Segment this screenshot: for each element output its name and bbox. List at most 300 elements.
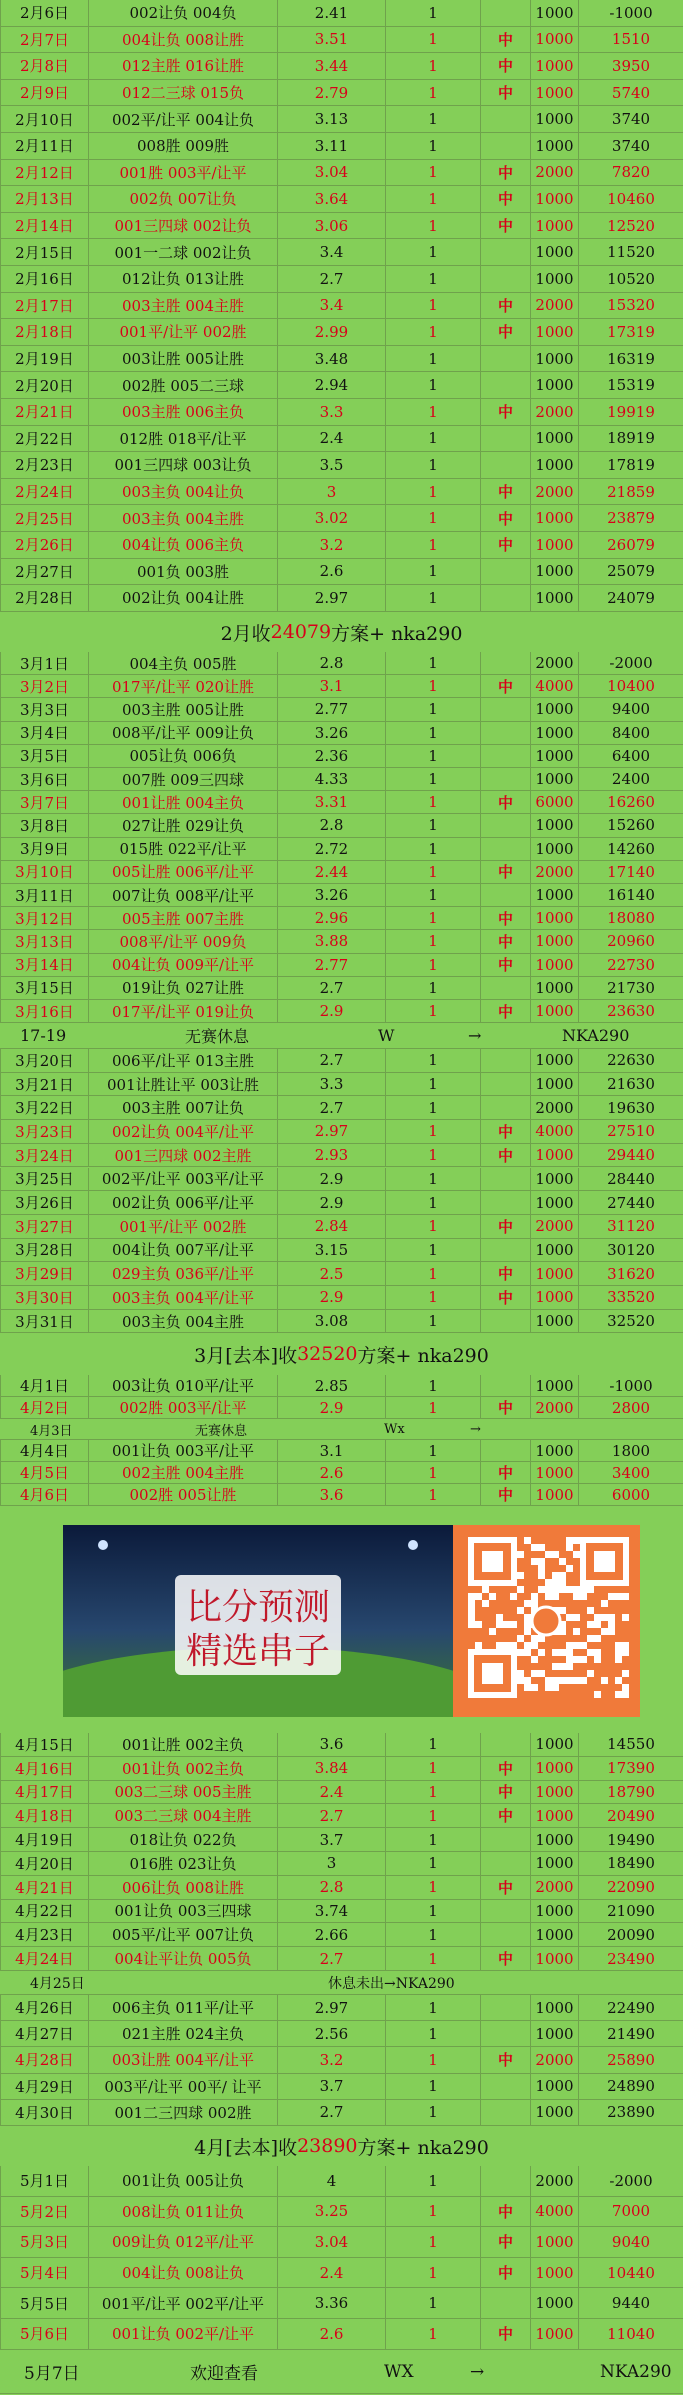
result-cell: 中: [480, 2258, 530, 2288]
balance-cell: 18080: [578, 907, 683, 929]
result-cell: 中: [480, 319, 530, 345]
matches-cell: 002让负 004平/让平: [88, 1120, 277, 1143]
odds-cell: 3.2: [277, 532, 385, 558]
matches-cell: 003主负 004让负: [88, 479, 277, 505]
balance-cell: 25079: [578, 559, 683, 585]
date-cell: 4月20日: [0, 1852, 88, 1875]
result-cell: [480, 133, 530, 159]
table-row: [0, 426, 683, 453]
balance-cell: 21859: [578, 479, 683, 505]
table-row: [0, 1397, 683, 1419]
table-row: [0, 1000, 683, 1023]
table-row: [0, 1375, 683, 1397]
matches-cell: 001让负 003平/让平: [88, 1440, 277, 1461]
matches-cell: 005主胜 007主胜: [88, 907, 277, 929]
result-cell: 中: [480, 1947, 530, 1970]
balance-cell: 31120: [578, 1215, 683, 1238]
odds-cell: 3.74: [277, 1900, 385, 1923]
multiplier-cell: 1: [385, 768, 480, 790]
table-row: [0, 1900, 683, 1924]
odds-cell: 2.72: [277, 838, 385, 860]
rest-date: 17-19: [20, 1026, 67, 1045]
matches-cell: 001三四球 002主胜: [88, 1144, 277, 1167]
date-cell: 2月21日: [0, 399, 88, 425]
result-cell: 中: [480, 1876, 530, 1899]
matches-cell: 008让负 011让负: [88, 2197, 277, 2227]
balance-cell: 19490: [578, 1828, 683, 1851]
balance-cell: 15320: [578, 293, 683, 319]
balance-cell: 21090: [578, 1900, 683, 1923]
bet-cell: 2000: [530, 1397, 578, 1418]
odds-cell: 2.36: [277, 745, 385, 767]
result-cell: 中: [480, 532, 530, 558]
table-row: [0, 2166, 683, 2197]
balance-cell: 19919: [578, 399, 683, 425]
matches-cell: 017平/让平 020让胜: [88, 675, 277, 697]
odds-cell: 3.26: [277, 884, 385, 906]
date-cell: 2月17日: [0, 293, 88, 319]
summary-amount: 32520: [297, 1343, 358, 1365]
result-cell: 中: [480, 1397, 530, 1418]
table-row: [0, 1781, 683, 1805]
multiplier-cell: 1: [385, 2227, 480, 2257]
matches-cell: 006让负 008让胜: [88, 1876, 277, 1899]
date-cell: 2月7日: [0, 27, 88, 53]
light-icon: [98, 1540, 108, 1550]
multiplier-cell: 1: [385, 1804, 480, 1827]
matches-cell: 003主负 004主胜: [88, 505, 277, 531]
balance-cell: 18490: [578, 1852, 683, 1875]
table-row: [0, 768, 683, 791]
bet-cell: 1000: [530, 1310, 578, 1333]
matches-cell: 001胜 003平/让平: [88, 160, 277, 186]
date-cell: 4月5日: [0, 1462, 88, 1483]
summary-note: 方案+ nka290: [357, 1344, 489, 1367]
multiplier-cell: 1: [385, 1397, 480, 1418]
result-cell: 中: [480, 2047, 530, 2072]
multiplier-cell: 1: [385, 319, 480, 345]
table-row: [0, 2319, 683, 2350]
matches-cell: 003平/让平 00平/ 让平: [88, 2074, 277, 2099]
arrow-icon: →: [470, 2361, 485, 2382]
table-row: [0, 2258, 683, 2289]
date-cell: 3月24日: [0, 1144, 88, 1167]
march-summary: [0, 1333, 683, 1375]
result-cell: [480, 745, 530, 767]
result-cell: 中: [480, 791, 530, 813]
table-row: [0, 452, 683, 479]
odds-cell: 4.33: [277, 768, 385, 790]
matches-cell: 003二三球 005主胜: [88, 1781, 277, 1804]
date-cell: 3月6日: [0, 768, 88, 790]
table-row: [0, 1286, 683, 1310]
matches-cell: 002负 007让负: [88, 186, 277, 212]
rest-text: 休息未出→NKA290: [328, 1975, 455, 1992]
result-cell: 中: [480, 1757, 530, 1780]
wechat-icon: [532, 1607, 560, 1635]
bet-cell: 1000: [530, 954, 578, 976]
table-row: [0, 884, 683, 907]
date-cell: 4月18日: [0, 1804, 88, 1827]
result-cell: [480, 0, 530, 26]
balance-cell: 22090: [578, 1876, 683, 1899]
multiplier-cell: 1: [385, 1049, 480, 1072]
odds-cell: 3.15: [277, 1239, 385, 1262]
result-cell: [480, 1440, 530, 1461]
multiplier-cell: 1: [385, 2166, 480, 2196]
multiplier-cell: 1: [385, 791, 480, 813]
date-cell: 2月20日: [0, 372, 88, 398]
odds-cell: 2.4: [277, 2258, 385, 2288]
odds-cell: 3.26: [277, 722, 385, 744]
table-row: [0, 1947, 683, 1971]
balance-cell: 9400: [578, 698, 683, 720]
balance-cell: 6000: [578, 1484, 683, 1505]
date-cell: 2月23日: [0, 452, 88, 478]
multiplier-cell: 1: [385, 861, 480, 883]
balance-cell: 29440: [578, 1144, 683, 1167]
bet-cell: 1000: [530, 585, 578, 611]
multiplier-cell: 1: [385, 1733, 480, 1756]
multiplier-cell: 1: [385, 745, 480, 767]
date-cell: 3月11日: [0, 884, 88, 906]
odds-cell: 2.56: [277, 2021, 385, 2046]
odds-cell: 3.7: [277, 1828, 385, 1851]
matches-cell: 004让负 008让负: [88, 2258, 277, 2288]
date-cell: 3月26日: [0, 1191, 88, 1214]
multiplier-cell: 1: [385, 1995, 480, 2020]
date-cell: 3月28日: [0, 1239, 88, 1262]
odds-cell: 3.1: [277, 1440, 385, 1461]
table-row: [0, 1239, 683, 1263]
odds-cell: 2.97: [277, 1120, 385, 1143]
balance-cell: 28440: [578, 1168, 683, 1191]
result-cell: [480, 768, 530, 790]
bet-cell: 2000: [530, 652, 578, 674]
date-cell: 4月30日: [0, 2100, 88, 2125]
matches-cell: 003让负 010平/让平: [88, 1375, 277, 1396]
summary-label: 4月[去本]收: [194, 2136, 298, 2159]
table-row: [0, 1262, 683, 1286]
result-cell: [480, 559, 530, 585]
odds-cell: 3.88: [277, 930, 385, 952]
matches-cell: 001三四球 003让负: [88, 452, 277, 478]
result-cell: [480, 239, 530, 265]
odds-cell: 3.11: [277, 133, 385, 159]
odds-cell: 2.8: [277, 652, 385, 674]
odds-cell: 3: [277, 1852, 385, 1875]
table-row: [0, 977, 683, 1000]
matches-cell: 001让负 005让负: [88, 2166, 277, 2196]
result-cell: 中: [480, 479, 530, 505]
bet-cell: 1000: [530, 80, 578, 106]
result-cell: 中: [480, 1120, 530, 1143]
odds-cell: 3.13: [277, 106, 385, 132]
matches-cell: 002让负 004让胜: [88, 585, 277, 611]
matches-cell: 008平/让平 009让负: [88, 722, 277, 744]
balance-cell: 23890: [578, 2100, 683, 2125]
balance-cell: 7820: [578, 160, 683, 186]
balance-cell: 11040: [578, 2319, 683, 2349]
matches-cell: 001平/让平 002平/让平: [88, 2288, 277, 2318]
matches-cell: 027让胜 029让负: [88, 814, 277, 836]
odds-cell: 2.94: [277, 372, 385, 398]
multiplier-cell: 1: [385, 2100, 480, 2125]
result-cell: [480, 585, 530, 611]
balance-cell: 23630: [578, 1000, 683, 1022]
multiplier-cell: 1: [385, 1900, 480, 1923]
odds-cell: 2.7: [277, 1096, 385, 1119]
multiplier-cell: 1: [385, 1215, 480, 1238]
table-row: [0, 585, 683, 612]
date-cell: 2月22日: [0, 426, 88, 452]
date-cell: 4月2日: [0, 1397, 88, 1418]
odds-cell: 3: [277, 479, 385, 505]
odds-cell: 2.5: [277, 1262, 385, 1285]
may-footer-row: [0, 2350, 683, 2394]
multiplier-cell: 1: [385, 213, 480, 239]
multiplier-cell: 1: [385, 2319, 480, 2349]
footer-code: NKA290: [600, 2361, 672, 2382]
balance-cell: 1800: [578, 1440, 683, 1461]
multiplier-cell: 1: [385, 505, 480, 531]
matches-cell: 004主负 005胜: [88, 652, 277, 674]
bet-cell: 2000: [530, 293, 578, 319]
matches-cell: 001平/让平 002胜: [88, 319, 277, 345]
bet-cell: 1000: [530, 319, 578, 345]
matches-cell: 009让负 012平/让平: [88, 2227, 277, 2257]
balance-cell: 26079: [578, 532, 683, 558]
result-cell: 中: [480, 27, 530, 53]
matches-cell: 018让负 022负: [88, 1828, 277, 1851]
date-cell: 2月11日: [0, 133, 88, 159]
matches-cell: 003主负 004主胜: [88, 1310, 277, 1333]
footer-date: 5月7日: [24, 2364, 80, 2384]
multiplier-cell: 1: [385, 1000, 480, 1022]
odds-cell: 2.9: [277, 1191, 385, 1214]
matches-cell: 003主负 004平/让平: [88, 1286, 277, 1309]
multiplier-cell: 1: [385, 722, 480, 744]
matches-cell: 006平/让平 013主胜: [88, 1049, 277, 1072]
bet-cell: 1000: [530, 768, 578, 790]
bet-cell: 6000: [530, 791, 578, 813]
result-cell: [480, 1073, 530, 1096]
odds-cell: 2.9: [277, 1286, 385, 1309]
result-cell: 中: [480, 1484, 530, 1505]
balance-cell: 10440: [578, 2258, 683, 2288]
arrow-icon: →: [470, 1421, 481, 1437]
multiplier-cell: 1: [385, 266, 480, 292]
table-row: [0, 1310, 683, 1334]
balance-cell: 23879: [578, 505, 683, 531]
bet-cell: 1000: [530, 907, 578, 929]
multiplier-cell: 1: [385, 1073, 480, 1096]
result-cell: [480, 698, 530, 720]
result-cell: 中: [480, 2197, 530, 2227]
balance-cell: 14260: [578, 838, 683, 860]
table-row: [0, 53, 683, 80]
light-icon: [408, 1540, 418, 1550]
bet-cell: 1000: [530, 1923, 578, 1946]
summary-amount: 23890: [297, 2135, 358, 2157]
date-cell: 3月31日: [0, 1310, 88, 1333]
matches-cell: 001让负 002平/让平: [88, 2319, 277, 2349]
result-cell: [480, 2100, 530, 2125]
date-cell: 2月15日: [0, 239, 88, 265]
bet-cell: 1000: [530, 559, 578, 585]
date-cell: 2月9日: [0, 80, 88, 106]
balance-cell: -2000: [578, 652, 683, 674]
table-row: [0, 80, 683, 107]
odds-cell: 2.9: [277, 1397, 385, 1418]
bet-cell: 1000: [530, 1995, 578, 2020]
table-row: [0, 1995, 683, 2021]
multiplier-cell: 1: [385, 1484, 480, 1505]
bet-cell: 1000: [530, 1804, 578, 1827]
balance-cell: 3400: [578, 1462, 683, 1483]
bet-cell: 1000: [530, 2100, 578, 2125]
bet-cell: 1000: [530, 239, 578, 265]
balance-cell: 3740: [578, 106, 683, 132]
matches-cell: 004让负 009平/让平: [88, 954, 277, 976]
multiplier-cell: 1: [385, 1096, 480, 1119]
result-cell: [480, 106, 530, 132]
odds-cell: 3.44: [277, 53, 385, 79]
bet-cell: 1000: [530, 1852, 578, 1875]
date-cell: 2月10日: [0, 106, 88, 132]
odds-cell: 3.5: [277, 452, 385, 478]
multiplier-cell: 1: [385, 1923, 480, 1946]
table-row: [0, 106, 683, 133]
result-cell: [480, 838, 530, 860]
balance-cell: 8400: [578, 722, 683, 744]
bet-cell: 1000: [530, 1484, 578, 1505]
balance-cell: -1000: [578, 1375, 683, 1396]
multiplier-cell: 1: [385, 1310, 480, 1333]
odds-cell: 3.7: [277, 2074, 385, 2099]
bet-cell: 1000: [530, 1375, 578, 1396]
table-row: [0, 0, 683, 27]
result-cell: [480, 1828, 530, 1851]
odds-cell: 3.4: [277, 293, 385, 319]
table-row: [0, 1191, 683, 1215]
date-cell: 3月12日: [0, 907, 88, 929]
table-row: [0, 133, 683, 160]
odds-cell: 3.06: [277, 213, 385, 239]
matches-cell: 003主胜 005让胜: [88, 698, 277, 720]
date-cell: 3月2日: [0, 675, 88, 697]
multiplier-cell: 1: [385, 106, 480, 132]
table-row: [0, 954, 683, 977]
rest-text: 无赛休息: [195, 1423, 248, 1439]
bet-cell: 2000: [530, 1096, 578, 1119]
matches-cell: 001平/让平 002胜: [88, 1215, 277, 1238]
odds-cell: 2.4: [277, 426, 385, 452]
date-cell: 4月4日: [0, 1440, 88, 1461]
date-cell: 4月22日: [0, 1900, 88, 1923]
date-cell: 4月17日: [0, 1781, 88, 1804]
result-cell: 中: [480, 907, 530, 929]
matches-cell: 005平/让平 007让负: [88, 1923, 277, 1946]
bet-cell: 2000: [530, 399, 578, 425]
matches-cell: 002主胜 004主胜: [88, 1462, 277, 1483]
date-cell: 3月4日: [0, 722, 88, 744]
multiplier-cell: 1: [385, 1375, 480, 1396]
multiplier-cell: 1: [385, 1852, 480, 1875]
summary-note: 方案+ nka290: [331, 622, 463, 645]
balance-cell: 22630: [578, 1049, 683, 1072]
multiplier-cell: 1: [385, 452, 480, 478]
odds-cell: 2.7: [277, 977, 385, 999]
balance-cell: -2000: [578, 2166, 683, 2196]
table-row: [0, 722, 683, 745]
result-cell: 中: [480, 1000, 530, 1022]
balance-cell: 14550: [578, 1733, 683, 1756]
balance-cell: 2800: [578, 1397, 683, 1418]
matches-cell: 017平/让平 019让负: [88, 1000, 277, 1022]
balance-cell: 2400: [578, 768, 683, 790]
date-cell: 3月3日: [0, 698, 88, 720]
multiplier-cell: 1: [385, 585, 480, 611]
bet-cell: 1000: [530, 977, 578, 999]
table-row: [0, 1096, 683, 1120]
matches-cell: 003让胜 005让胜: [88, 346, 277, 372]
date-cell: 5月6日: [0, 2319, 88, 2349]
date-cell: 3月22日: [0, 1096, 88, 1119]
balance-cell: 22490: [578, 1995, 683, 2020]
bet-cell: 1000: [530, 2258, 578, 2288]
multiplier-cell: 1: [385, 293, 480, 319]
odds-cell: 2.97: [277, 585, 385, 611]
result-cell: 中: [480, 186, 530, 212]
date-cell: 3月29日: [0, 1262, 88, 1285]
odds-cell: 3.6: [277, 1484, 385, 1505]
result-cell: [480, 346, 530, 372]
table-row: [0, 2100, 683, 2126]
odds-cell: 2.7: [277, 1947, 385, 1970]
matches-cell: 001负 003胜: [88, 559, 277, 585]
matches-cell: 008胜 009胜: [88, 133, 277, 159]
table-row: [0, 1168, 683, 1192]
odds-cell: 2.7: [277, 266, 385, 292]
matches-cell: 001让胜 004主负: [88, 791, 277, 813]
matches-cell: 004让平让负 005负: [88, 1947, 277, 1970]
balance-cell: 3950: [578, 53, 683, 79]
result-cell: [480, 1191, 530, 1214]
table-row: [0, 479, 683, 506]
bet-cell: 1000: [530, 2227, 578, 2257]
matches-cell: 007胜 009三四球: [88, 768, 277, 790]
multiplier-cell: 1: [385, 1781, 480, 1804]
date-cell: 2月19日: [0, 346, 88, 372]
summary-label: 2月收: [220, 622, 271, 645]
odds-cell: 2.7: [277, 2100, 385, 2125]
table-row: [0, 1144, 683, 1168]
date-cell: 5月1日: [0, 2166, 88, 2196]
matches-cell: 012二三球 015负: [88, 80, 277, 106]
balance-cell: 12520: [578, 213, 683, 239]
odds-cell: 2.44: [277, 861, 385, 883]
bet-cell: 1000: [530, 532, 578, 558]
odds-cell: 3.84: [277, 1757, 385, 1780]
balance-cell: 27510: [578, 1120, 683, 1143]
date-cell: 5月3日: [0, 2227, 88, 2257]
date-cell: 3月20日: [0, 1049, 88, 1072]
multiplier-cell: 1: [385, 652, 480, 674]
matches-cell: 003主胜 006主负: [88, 399, 277, 425]
multiplier-cell: 1: [385, 930, 480, 952]
date-cell: 2月12日: [0, 160, 88, 186]
